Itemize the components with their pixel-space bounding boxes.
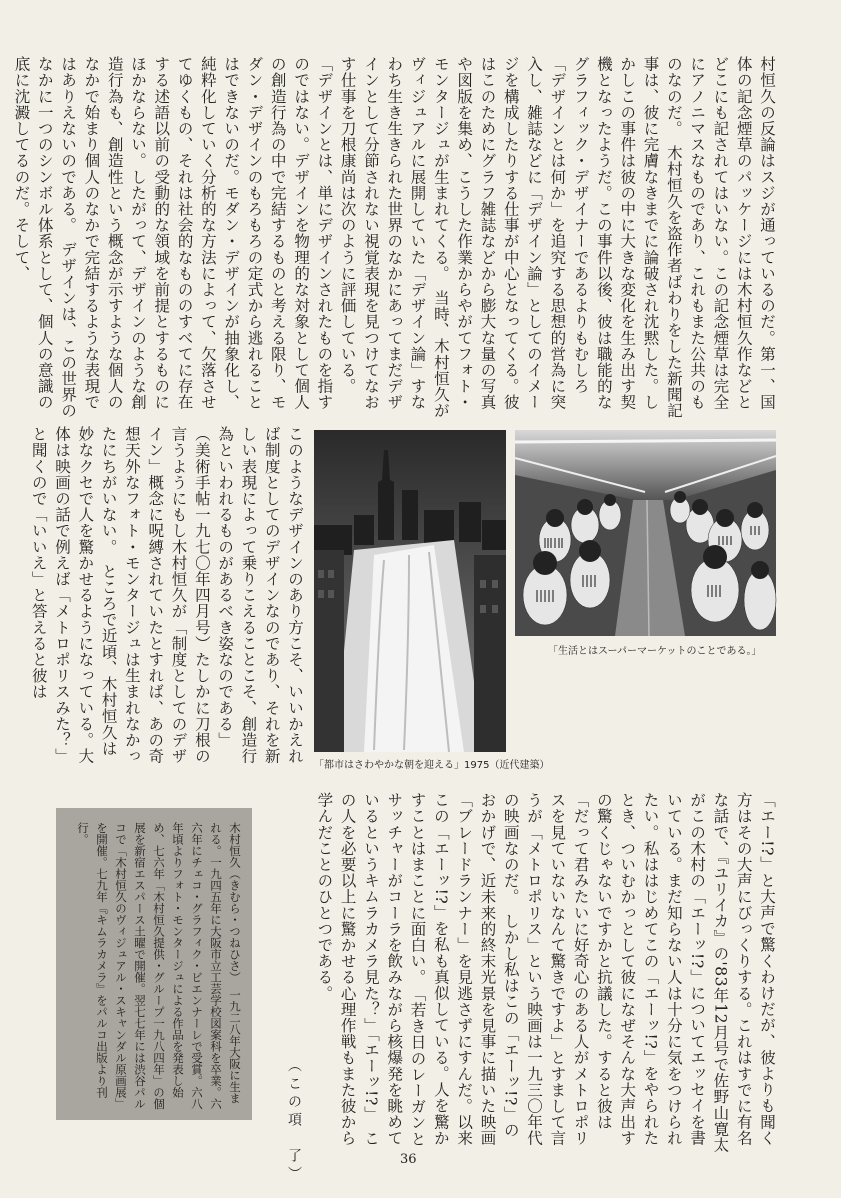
article-end-mark: （この項 了） [286, 1058, 302, 1184]
author-bio-text: 木村恒久（きむら・つねひさ） 一九二八年大阪に生まれる。一九四五年に大阪市立工芸学校図案科を卒業。六六年にチェコ・グラフィク・ビエンナーレで受賞。六八年頃よりフォト・モンタージュによる作品を発表し始め、七六年「木村恒久提供・グループ一九八四年」の個展を新宿エスパース土曜で開催。翌七七年には渋谷パルコで「木村恒久のヴィジュアル・スキャンダル原画展」を開催。七九年『キムラカメラ』をパルコ出版より刊行。 [76, 822, 242, 1110]
city-waterfall-photo [314, 430, 506, 752]
article-bottom-column: 「エー!?」と大声で驚くわけだが、彼よりも聞く方はその大声にびっくりする。これはすでに有名な話で、『ユリイカ』の'83年12月号で佐野山寛太がこの木村の「エーッ!?」についてエッセイを書いている。まだ知らない人は十分に気をつけられたい。私ははじめてこの「エーッ!?」をやられたとき、ついむかっとして彼になぜそんな大声出すの驚くじゃないですかと抗議した。すると彼は「だって君みたいに好奇心のある人がメトロポリスを見ていないなんて驚きですよ」とすまして言うが「メトロポリス」という映画は一九三〇年代の映画なのだ。 しかし私はこの「エーッ!?」のおかげで、近未来的終末光景を見事に描いた映画「ブレードランナー」を見逃さずにすんだ。以来この「エーッ!?」を私も真似している。人を驚かすことはまことに面白い。 「若き日のレーガンとサッチャーがコーラを飲みながら核爆発を眺めているというキムラカメラ見た？」「エーッ!?」 この人を必要以上に驚かせる心理作戦もまた彼から学んだことのひとつである。 [315, 792, 776, 1153]
article-top-column: 村恒久の反論はスジが通っているのだ。第一、国体の記念煙草のパッケージには木村恒久作などとどこにも記されてはいない。この記念煙草は完全にアノニマスなものであり、これもまた公共のものなのだ。 木村恒久を盗作者ばわりをした新聞記事は、彼に完膚なきまでに論破され沈黙した。しかしこの事件は彼の中に大きな変化を生み出す契機となったようだ。この事件以後、彼は職能的なグラフィック・デザイナーであるよりもむしろ「デザインとは何か」を追究する思想的営為に突入し、雑誌などに「デザイン論」としてのイメージを構成したりする仕事が中心となってくる。彼はこのためにグラフ雑誌などから膨大な量の写真や図版を集め、こうした作業からやがてフォト・モンタージュが生まれてくる。 当時、木村恒久がヴィジュアルに展開していた「デザイン論」すなわち生き生きられた世界のなかにあってまだデザインとして分節されない視覚表現を見つけてなおす仕事を刀根康尚は次のように評価している。 「デザインとは、単にデザインされたものを指すのではない。デザインを物理的な対象として個人の創造行為の中で完結するものと考える限り、モダン・デザインのもろもろの定式から逃れることはできないのだ。モダン・デザインが抽象化し、純粋化していく分析的な方法によって、欠落させてゆくもの、それは社会的なもののすべてに存在する述語以前の受動的な領域を前提とするものにほかならない。したがって、デザインのような創造行為も、創造性という概念が示すような個人のなかで始まり個人のなかで完結するような表現ではありえないのである。 デザインは、この世界のなかに一つのシンボル体系として、個人の意識の底に沈澱してるのだ。そして、 [12, 56, 776, 419]
supermarket-escalator-photo [515, 430, 776, 636]
supermarket-photo-caption: 「生活とはスーパーマーケットのことである。」 [548, 646, 762, 657]
article-middle-column: このようなデザインのあり方こそ、いいかえれば制度としてのデザインなのであり、それを新しい表現によって乗りこえることこそ、創造行為といわれるものがあるべき姿なのである」（美術手帖一九七〇年四月号）たしかに刀根の言うようにもし木村恒久が「制度としてのデザイン」概念に呪縛されていたとすれば、あの奇想天外なフォト・モンタージュは生まれなかったにちがいない。 ところで近頃、木村恒久は妙なクセで人を驚かせるようになっている。大体は映画の話で例えば「メトロポリスみた？」と聞くので「いいえ」と答えると彼は [29, 426, 304, 765]
author-bio-box [56, 808, 252, 1120]
page-number: 36 [400, 1152, 417, 1167]
city-photo-caption: 「都市はさわやかな朝を迎える」1975（近代建築） [314, 760, 550, 771]
